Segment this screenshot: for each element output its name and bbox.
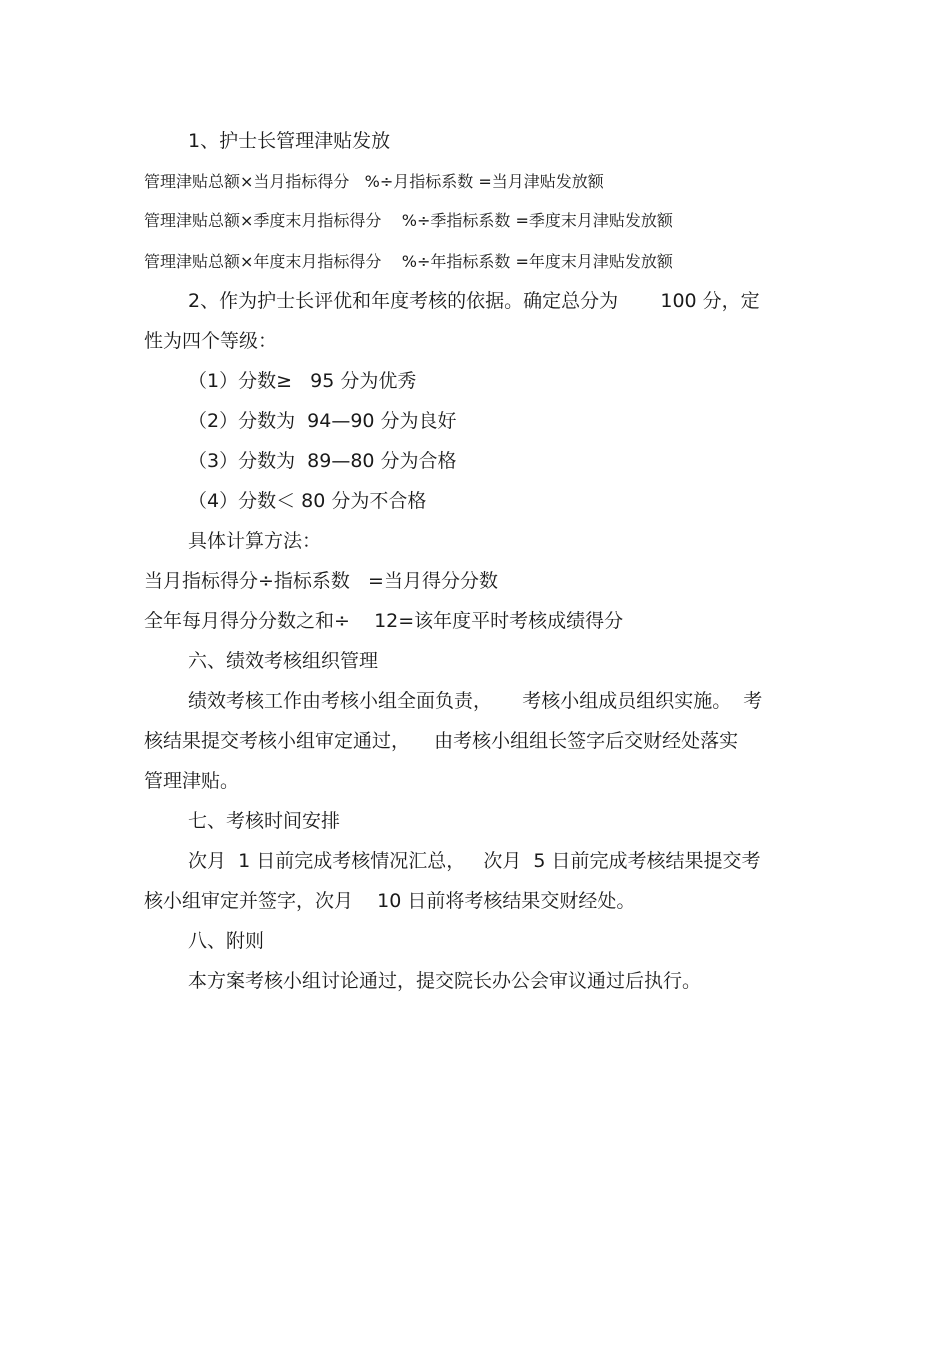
section-heading-eight: 八、附则 (188, 930, 265, 952)
section-heading-six: 六、绩效考核组织管理 (188, 650, 379, 672)
paragraph-supplementary: 本方案考核小组讨论通过，提交院长办公会审议通过后执行。 (188, 970, 702, 992)
paragraph-evaluation-basis: 2、作为护士长评优和年度考核的依据。确定总分为 100 分，定 (188, 290, 760, 312)
grade-pass: （3）分数为 89—80 分为合格 (188, 450, 457, 472)
paragraph-organization-cont: 核结果提交考核小组审定通过， 由考核小组组长签字后交财经处落实 (144, 730, 739, 752)
paragraph-schedule-cont: 核小组审定并签字，次月 10 日前将考核结果交财经处。 (144, 890, 636, 912)
paragraph-schedule: 次月 1 日前完成考核情况汇总， 次月 5 日前完成考核结果提交考 (188, 850, 761, 872)
formula-annual-score: 全年每月得分分数之和÷ 12=该年度平时考核成绩得分 (144, 610, 624, 632)
section-heading-allowance: 1、护士长管理津贴发放 (188, 130, 391, 152)
calculation-method-heading: 具体计算方法： (188, 530, 322, 552)
formula-yearly: 管理津贴总额×年度末月指标得分 %÷年指标系数 =年度末月津贴发放额 (144, 252, 673, 271)
paragraph-organization: 绩效考核工作由考核小组全面负责， 考核小组成员组织实施。 考 (188, 690, 763, 712)
paragraph-organization-end: 管理津贴。 (144, 770, 240, 792)
formula-quarterly: 管理津贴总额×季度末月指标得分 %÷季指标系数 =季度末月津贴发放额 (144, 211, 673, 230)
formula-monthly: 管理津贴总额×当月指标得分 %÷月指标系数 =当月津贴发放额 (144, 172, 604, 191)
grade-good: （2）分数为 94—90 分为良好 (188, 410, 457, 432)
formula-monthly-score: 当月指标得分÷指标系数 =当月得分分数 (144, 570, 498, 592)
grade-excellent: （1）分数≥ 95 分为优秀 (188, 370, 417, 392)
grade-fail: （4）分数＜ 80 分为不合格 (188, 490, 427, 512)
paragraph-evaluation-basis-cont: 性为四个等级： (144, 330, 278, 352)
section-heading-seven: 七、考核时间安排 (188, 810, 341, 832)
